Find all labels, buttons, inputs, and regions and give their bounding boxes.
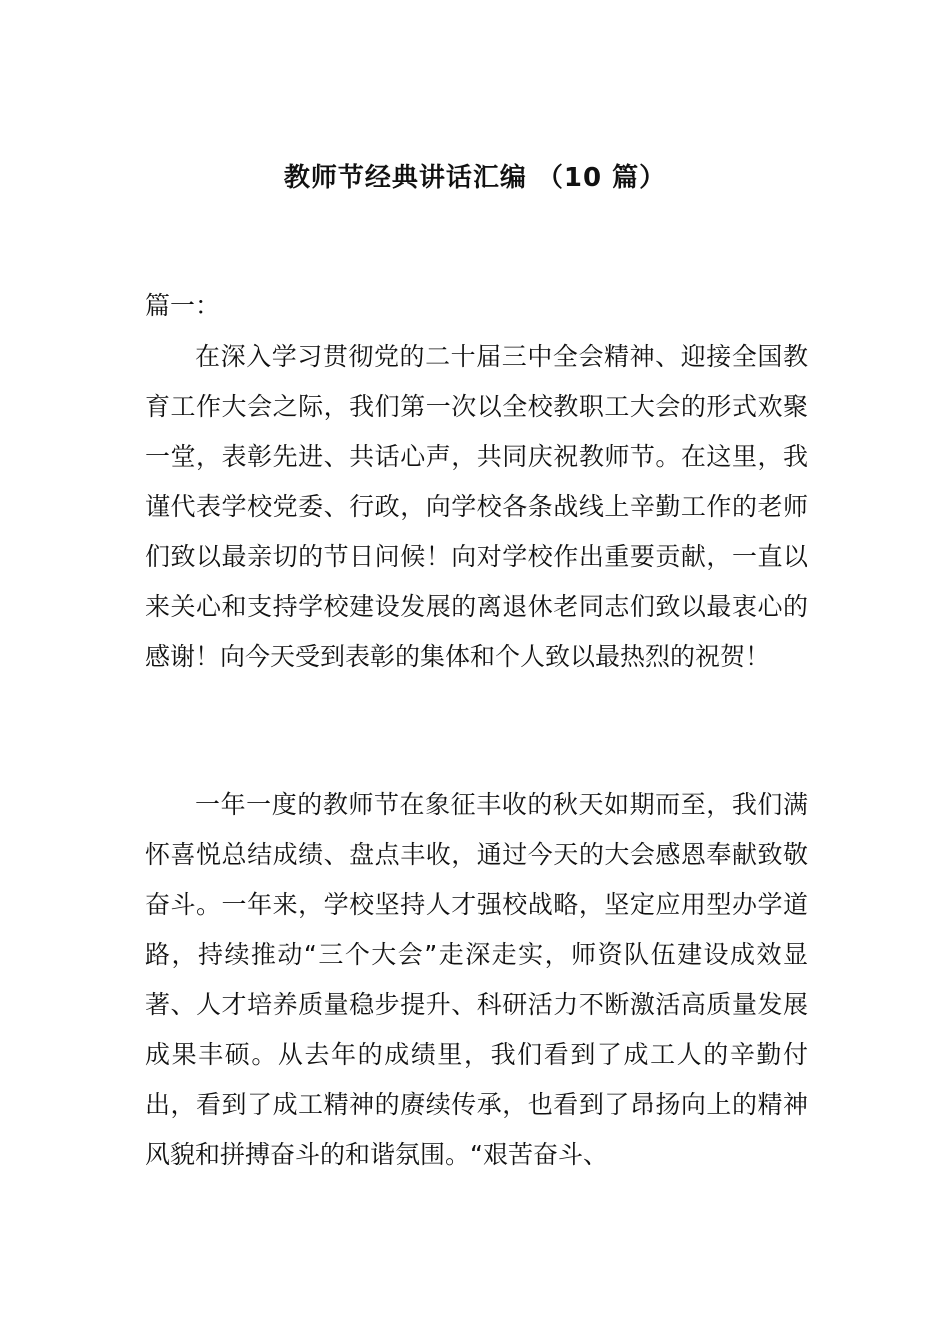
- body-paragraph-1: 在深入学习贯彻党的二十届三中全会精神、迎接全国教育工作大会之际，我们第一次以全校教职工大会的形式欢聚一堂，表彰先进、共话心声，共同庆祝教师节。在这里，我谨代表学校党委、行政，向学校各条战线上辛勤工作的老师们致以最亲切的节日问候！向对学校作出重要贡献，一直以来关心和支持学校建设发展的离退休老同志们致以最衷心的感谢！向今天受到表彰的集体和个人致以最热烈的祝贺！: [145, 342, 808, 671]
- section-label: 篇一：: [145, 291, 221, 320]
- body-paragraph-2: 一年一度的教师节在象征丰收的秋天如期而至，我们满怀喜悦总结成绩、盘点丰收，通过今天的大会感恩奉献致敬奋斗。一年来，学校坚持人才强校战略，坚定应用型办学道路，持续推动“三个大会”走深走实，师资队伍建设成效显著、人才培养质量稳步提升、科研活力不断激活高质量发展成果丰硕。从去年的成绩里，我们看到了成工人的辛勤付出，看到了成工精神的赓续传承，也看到了昂扬向上的精神风貌和拼搏奋斗的和谐氛围。“艰苦奋斗、: [145, 790, 808, 1169]
- document-title: 教师节经典讲话汇编 （10 篇）: [283, 163, 667, 193]
